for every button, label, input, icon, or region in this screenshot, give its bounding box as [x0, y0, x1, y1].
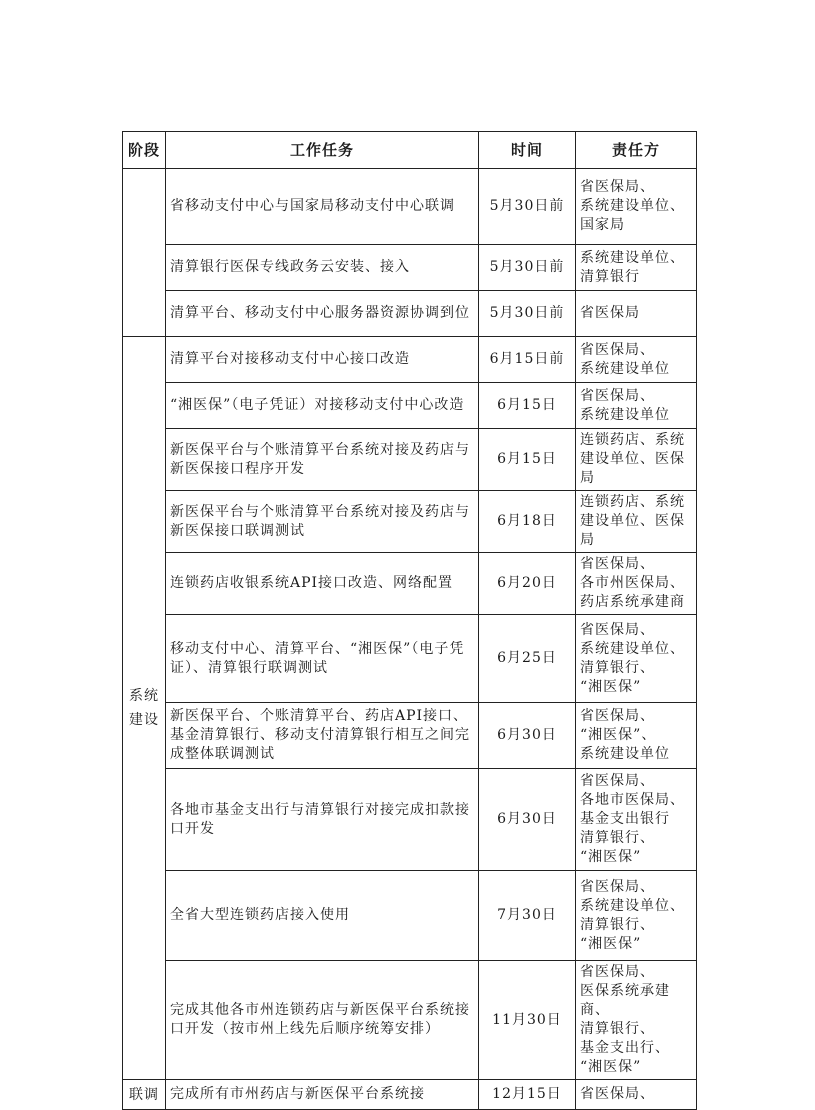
task-cell: 新医保平台与个账清算平台系统对接及药店与新医保接口程序开发: [166, 429, 479, 491]
time-cell: 5月30日前: [479, 291, 576, 337]
header-stage: 阶段: [123, 132, 166, 169]
responsible-cell: 省医保局: [576, 291, 697, 337]
task-cell: 全省大型连锁药店接入使用: [166, 871, 479, 961]
task-cell: 完成其他各市州连锁药店与新医保平台系统接口开发（按市州上线先后顺序统筹安排）: [166, 961, 479, 1080]
time-cell: 6月25日: [479, 615, 576, 703]
task-cell: 新医保平台、个账清算平台、药店API接口、基金清算银行、移动支付清算银行相互之间完成整体联调测试: [166, 703, 479, 769]
time-cell: 6月15日前: [479, 337, 576, 383]
time-cell: 6月30日: [479, 769, 576, 871]
responsible-cell: 省医保局、 系统建设单位: [576, 383, 697, 429]
task-cell: 连锁药店收银系统API接口改造、网络配置: [166, 553, 479, 615]
stage-cell-joint: 联调: [123, 1080, 166, 1110]
task-cell: “湘医保”（电子凭证）对接移动支付中心改造: [166, 383, 479, 429]
table-row: [123, 553, 697, 615]
time-cell: 6月15日: [479, 429, 576, 491]
time-cell: 6月30日: [479, 703, 576, 769]
time-cell: 6月18日: [479, 491, 576, 553]
task-cell: 完成所有市州药店与新医保平台系统接: [166, 1080, 479, 1110]
time-cell: 6月20日: [479, 553, 576, 615]
responsible-cell: 省医保局、 系统建设单位、 清算银行、 “湘医保”: [576, 615, 697, 703]
task-cell: 各地市基金支出行与清算银行对接完成扣款接口开发: [166, 769, 479, 871]
table-row: [123, 703, 697, 769]
table-row: [123, 337, 697, 383]
header-time: 时间: [479, 132, 576, 169]
task-cell: 清算平台对接移动支付中心接口改造: [166, 337, 479, 383]
table-row: [123, 491, 697, 553]
task-cell: 清算银行医保专线政务云安装、接入: [166, 245, 479, 291]
time-cell: 12月15日: [479, 1080, 576, 1110]
responsible-cell: 系统建设单位、 清算银行: [576, 245, 697, 291]
table-header-row: [123, 132, 697, 169]
table-row: [123, 291, 697, 337]
table-row: [123, 245, 697, 291]
responsible-cell: 省医保局、: [576, 1080, 697, 1110]
task-cell: 省移动支付中心与国家局移动支付中心联调: [166, 169, 479, 245]
time-cell: 5月30日前: [479, 169, 576, 245]
table-row: [123, 615, 697, 703]
responsible-cell: 连锁药店、系统建设单位、医保局: [576, 491, 697, 553]
responsible-cell: 省医保局、 各地市医保局、 基金支出银行 清算银行、 “湘医保”: [576, 769, 697, 871]
time-cell: 5月30日前: [479, 245, 576, 291]
responsible-cell: 省医保局、 系统建设单位、 清算银行、 “湘医保”: [576, 871, 697, 961]
table-row: [123, 961, 697, 1080]
responsible-cell: 连锁药店、系统建设单位、医保局: [576, 429, 697, 491]
responsible-cell: 省医保局、 “湘医保”、 系统建设单位: [576, 703, 697, 769]
responsible-cell: 省医保局、 系统建设单位: [576, 337, 697, 383]
schedule-table: [122, 131, 697, 1110]
task-cell: 移动支付中心、清算平台、“湘医保”（电子凭证）、清算银行联调测试: [166, 615, 479, 703]
header-task: 工作任务: [166, 132, 479, 169]
header-responsible: 责任方: [576, 132, 697, 169]
table-row: [123, 169, 697, 245]
task-cell: 新医保平台与个账清算平台系统对接及药店与新医保接口联调测试: [166, 491, 479, 553]
responsible-cell: 省医保局、 医保系统承建商、 清算银行、 基金支出行、 “湘医保”: [576, 961, 697, 1080]
time-cell: 7月30日: [479, 871, 576, 961]
time-cell: 11月30日: [479, 961, 576, 1080]
responsible-cell: 省医保局、 各市州医保局、 药店系统承建商: [576, 553, 697, 615]
task-cell: 清算平台、移动支付中心服务器资源协调到位: [166, 291, 479, 337]
table-row: [123, 1080, 697, 1110]
table-row: [123, 383, 697, 429]
table-row: [123, 871, 697, 961]
stage-cell-system-build: 系统建设: [123, 337, 166, 1080]
stage-cell-continued: [123, 169, 166, 337]
responsible-cell: 省医保局、 系统建设单位、 国家局: [576, 169, 697, 245]
time-cell: 6月15日: [479, 383, 576, 429]
table-row: [123, 429, 697, 491]
table-row: [123, 769, 697, 871]
